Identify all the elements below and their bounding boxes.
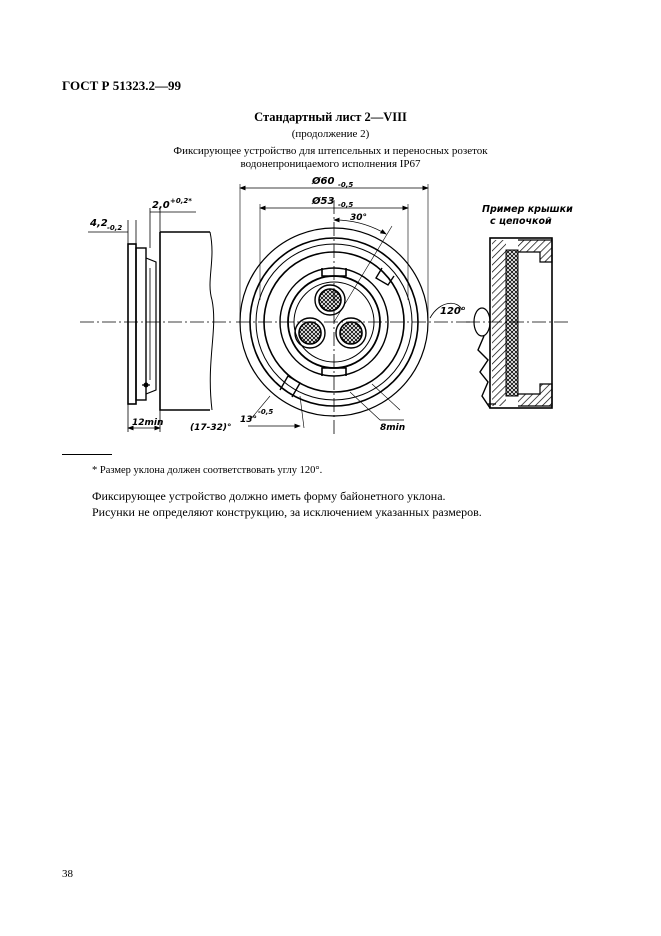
dim-2-0: 2,0 <box>152 200 170 211</box>
dim-d60-tol: -0,5 <box>338 181 354 189</box>
footnote: * Размер уклона должен соответствовать углу 120°. <box>92 465 323 476</box>
side-view <box>80 208 232 432</box>
dim-13deg: 13° <box>240 415 258 425</box>
dim-4-2: 4,2 <box>90 218 108 229</box>
page-number: 38 <box>62 868 73 880</box>
dim-17-32: (17-32)° <box>190 423 232 433</box>
dim-12min: 12min <box>132 418 164 428</box>
technical-drawing <box>0 0 661 450</box>
dim-4-2-tol: -0,2 <box>107 224 123 232</box>
dim-30deg: 30° <box>350 213 368 223</box>
body-paragraph-1: Фиксирующее устройство должно иметь форму байонетного уклона. <box>92 489 446 503</box>
dim-0-5: -0,5 <box>258 408 274 416</box>
caption-line-2: водонепроницаемого исполнения IP67 <box>240 158 421 170</box>
cap-label-line-1: Пример крышки <box>482 204 573 215</box>
dim-d60: Ø60 <box>312 176 335 187</box>
dim-d53: Ø53 <box>312 196 335 207</box>
footnote-divider <box>62 454 112 455</box>
sheet-title: Стандартный лист 2—VIII <box>254 110 407 124</box>
caption-line-1: Фиксирующее устройство для штепсельных и переносных розеток <box>173 145 488 157</box>
dim-d53-tol: -0,5 <box>338 201 354 209</box>
dim-120deg: 120° <box>440 306 466 317</box>
cap-label-line-2: с цепочкой <box>490 216 552 227</box>
body-paragraph-2: Рисунки не определяют конструкцию, за исключением указанных размеров. <box>92 505 482 519</box>
cap-view <box>466 238 570 408</box>
document-code: ГОСТ Р 51323.2—99 <box>62 78 181 93</box>
dim-8min: 8min <box>380 423 406 433</box>
continuation-note: (продолжение 2) <box>291 128 370 140</box>
dim-2-0-tol: +0,2* <box>170 197 192 205</box>
